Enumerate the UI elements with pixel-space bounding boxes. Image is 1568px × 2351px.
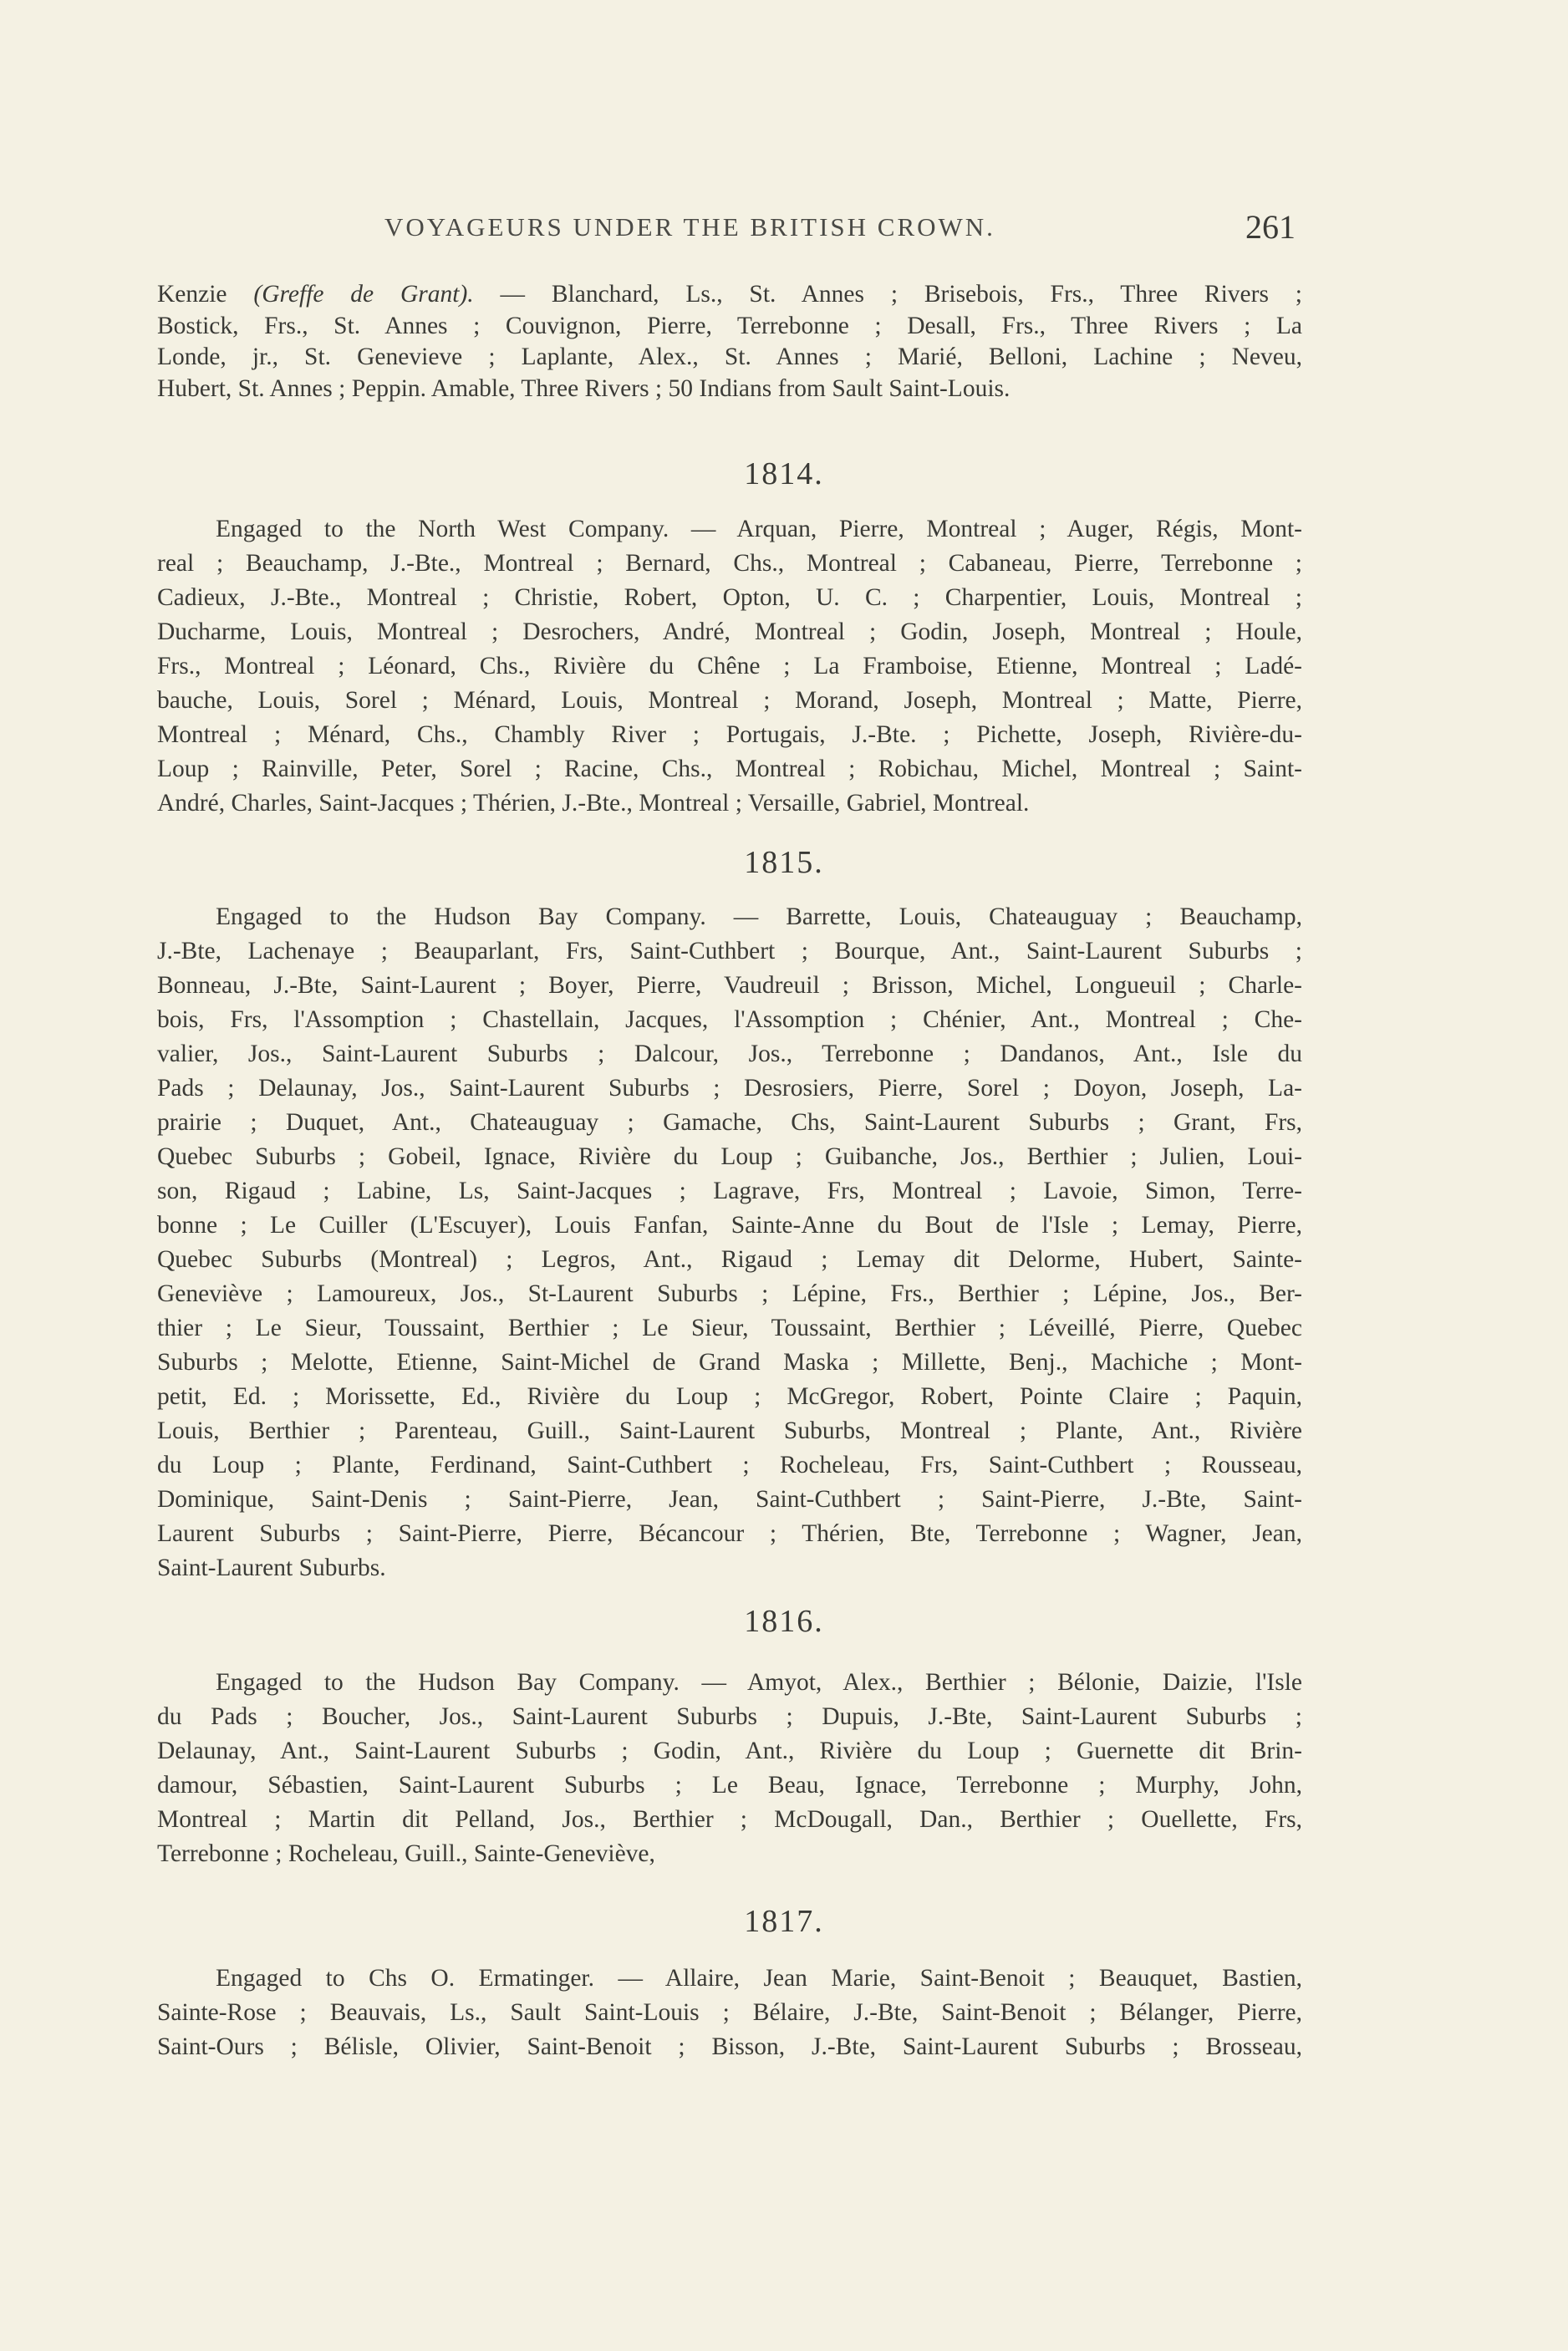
text-line: Engaged to the Hudson Bay Company. — Barrette, Louis, Chateauguay ; Beauchamp, bbox=[216, 903, 1302, 930]
text-line: bauche, Louis, Sorel ; Ménard, Louis, Montreal ; Morand, Joseph, Montreal ; Matte, Pierre, bbox=[157, 687, 1302, 714]
text-line: Frs., Montreal ; Léonard, Chs., Rivière du Chêne ; La Framboise, Etienne, Montreal ; Ladé- bbox=[157, 653, 1302, 679]
text-line: du Pads ; Boucher, Jos., Saint-Laurent Suburbs ; Dupuis, J.-Bte, Saint-Laurent Suburbs ; bbox=[157, 1703, 1302, 1730]
text-line: Engaged to the North West Company. — Arquan, Pierre, Montreal ; Auger, Régis, Mont- bbox=[216, 516, 1302, 542]
text-line: Ducharme, Louis, Montreal ; Desrochers, André, Montreal ; Godin, Joseph, Montreal ; Houle, bbox=[157, 618, 1302, 645]
text-line: prairie ; Duquet, Ant., Chateauguay ; Gamache, Chs, Saint-Laurent Suburbs ; Grant, Frs, bbox=[157, 1109, 1302, 1136]
text-line: petit, Ed. ; Morissette, Ed., Rivière du Loup ; McGregor, Robert, Pointe Claire ; Paquin, bbox=[157, 1383, 1302, 1410]
text-line: damour, Sébastien, Saint-Laurent Suburbs ; Le Beau, Ignace, Terrebonne ; Murphy, John, bbox=[157, 1772, 1302, 1799]
section-paragraph bbox=[157, 1962, 1302, 2064]
text-line: son, Rigaud ; Labine, Ls, Saint-Jacques ; Lagrave, Frs, Montreal ; Lavoie, Simon, Terre- bbox=[157, 1178, 1302, 1204]
year-heading: 1816. bbox=[744, 1604, 824, 1639]
section-paragraph bbox=[157, 900, 1302, 1585]
text-line: Hubert, St. Annes ; Peppin. Amable, Three Rivers ; 50 Indians from Sault Saint-Louis. bbox=[157, 374, 1011, 402]
text-line: Pads ; Delaunay, Jos., Saint-Laurent Suburbs ; Desrosiers, Pierre, Sorel ; Doyon, Joseph, La- bbox=[157, 1075, 1302, 1102]
text-line: Engaged to the Hudson Bay Company. — Amyot, Alex., Berthier ; Bélonie, Daizie, l'Isle bbox=[216, 1669, 1302, 1696]
italic-source: (Greffe de Grant). bbox=[253, 281, 474, 308]
running-title: VOYAGEURS UNDER THE BRITISH CROWN. bbox=[384, 212, 995, 242]
text-line: Londe, jr., St. Genevieve ; Laplante, Alex., St. Annes ; Marié, Belloni, Lachine ; Neveu, bbox=[157, 343, 1302, 370]
running-header bbox=[368, 207, 1296, 249]
text-line: Quebec Suburbs ; Gobeil, Ignace, Rivière du Loup ; Guibanche, Jos., Berthier ; Julien, Loui- bbox=[157, 1143, 1302, 1170]
text-line: Louis, Berthier ; Parenteau, Guill., Saint-Laurent Suburbs, Montreal ; Plante, Ant., Rivière bbox=[157, 1417, 1302, 1444]
text-line: Engaged to Chs O. Ermatinger. — Allaire, Jean Marie, Saint-Benoit ; Beauquet, Bastien, bbox=[216, 1965, 1302, 1992]
text-line: Saint-Laurent Suburbs. bbox=[157, 1555, 386, 1581]
section-paragraph bbox=[157, 1666, 1302, 1871]
section-paragraph bbox=[157, 512, 1302, 821]
year-heading: 1815. bbox=[744, 845, 824, 880]
text-line: Sainte-Rose ; Beauvais, Ls., Sault Saint-Louis ; Bélaire, J.-Bte, Saint-Benoit ; Bélanger, Pierre, bbox=[157, 1999, 1302, 2026]
text-run: Kenzie bbox=[157, 281, 254, 308]
text-line: Saint-Ours ; Bélisle, Olivier, Saint-Benoit ; Bisson, J.-Bte, Saint-Laurent Suburbs ; Brosseau, bbox=[157, 2033, 1302, 2060]
text-line: Bostick, Frs., St. Annes ; Couvignon, Pierre, Terrebonne ; Desall, Frs., Three Rivers ; La bbox=[157, 312, 1302, 339]
text-line: Terrebonne ; Rocheleau, Guill., Sainte-Geneviève, bbox=[157, 1840, 655, 1867]
year-heading: 1817. bbox=[744, 1904, 824, 1939]
text-line: André, Charles, Saint-Jacques ; Thérien, J.-Bte., Montreal ; Versaille, Gabriel, Montreal. bbox=[157, 790, 1030, 817]
text-line: Suburbs ; Melotte, Etienne, Saint-Michel de Grand Maska ; Millette, Benj., Machiche ; Mont- bbox=[157, 1349, 1302, 1376]
text-line: Montreal ; Ménard, Chs., Chambly River ; Portugais, J.-Bte. ; Pichette, Joseph, Rivière-du- bbox=[157, 721, 1302, 748]
text-line: valier, Jos., Saint-Laurent Suburbs ; Dalcour, Jos., Terrebonne ; Dandanos, Ant., Isle du bbox=[157, 1041, 1302, 1067]
text-line: Montreal ; Martin dit Pelland, Jos., Berthier ; McDougall, Dan., Berthier ; Ouellette, Frs, bbox=[157, 1806, 1302, 1833]
text-line: J.-Bte, Lachenaye ; Beauparlant, Frs, Saint-Cuthbert ; Bourque, Ant., Saint-Laurent Suburbs ; bbox=[157, 938, 1302, 964]
text-line: Delaunay, Ant., Saint-Laurent Suburbs ; Godin, Ant., Rivière du Loup ; Guernette dit Brin- bbox=[157, 1738, 1302, 1764]
text-line: Laurent Suburbs ; Saint-Pierre, Pierre, Bécancour ; Thérien, Bte, Terrebonne ; Wagner, Jean, bbox=[157, 1520, 1302, 1547]
text-line: real ; Beauchamp, J.-Bte., Montreal ; Bernard, Chs., Montreal ; Cabaneau, Pierre, Terrebonne ; bbox=[157, 550, 1302, 577]
text-line: Dominique, Saint-Denis ; Saint-Pierre, Jean, Saint-Cuthbert ; Saint-Pierre, J.-Bte, Saint- bbox=[157, 1486, 1302, 1513]
page-number: 261 bbox=[1245, 208, 1296, 246]
text-line: bois, Frs, l'Assomption ; Chastellain, Jacques, l'Assomption ; Chénier, Ant., Montreal ; Che- bbox=[157, 1006, 1302, 1033]
text-line bbox=[157, 279, 1302, 311]
text-line: Geneviève ; Lamoureux, Jos., St-Laurent Suburbs ; Lépine, Frs., Berthier ; Lépine, Jos., Ber- bbox=[157, 1280, 1302, 1307]
year-heading: 1814. bbox=[744, 456, 824, 491]
text-line: bonne ; Le Cuiller (L'Escuyer), Louis Fanfan, Sainte-Anne du Bout de l'Isle ; Lemay, Pierre, bbox=[157, 1212, 1302, 1239]
text-line: Quebec Suburbs (Montreal) ; Legros, Ant., Rigaud ; Lemay dit Delorme, Hubert, Sainte- bbox=[157, 1246, 1302, 1273]
text-line: Loup ; Rainville, Peter, Sorel ; Racine, Chs., Montreal ; Robichau, Michel, Montreal ; Saint- bbox=[157, 756, 1302, 782]
text-run: — Blanchard, Ls., St. Annes ; Brisebois, Frs., Three Rivers ; bbox=[473, 281, 1302, 308]
text-line: Bonneau, J.-Bte, Saint-Laurent ; Boyer, Pierre, Vaudreuil ; Brisson, Michel, Longueuil ; Charle- bbox=[157, 972, 1302, 999]
text-line: thier ; Le Sieur, Toussaint, Berthier ; Le Sieur, Toussaint, Berthier ; Léveillé, Pierre, Quebec bbox=[157, 1315, 1302, 1341]
intro-paragraph bbox=[157, 279, 1302, 405]
text-line: du Loup ; Plante, Ferdinand, Saint-Cuthbert ; Rocheleau, Frs, Saint-Cuthbert ; Rousseau, bbox=[157, 1452, 1302, 1478]
text-line: Cadieux, J.-Bte., Montreal ; Christie, Robert, Opton, U. C. ; Charpentier, Louis, Montreal ; bbox=[157, 584, 1302, 611]
